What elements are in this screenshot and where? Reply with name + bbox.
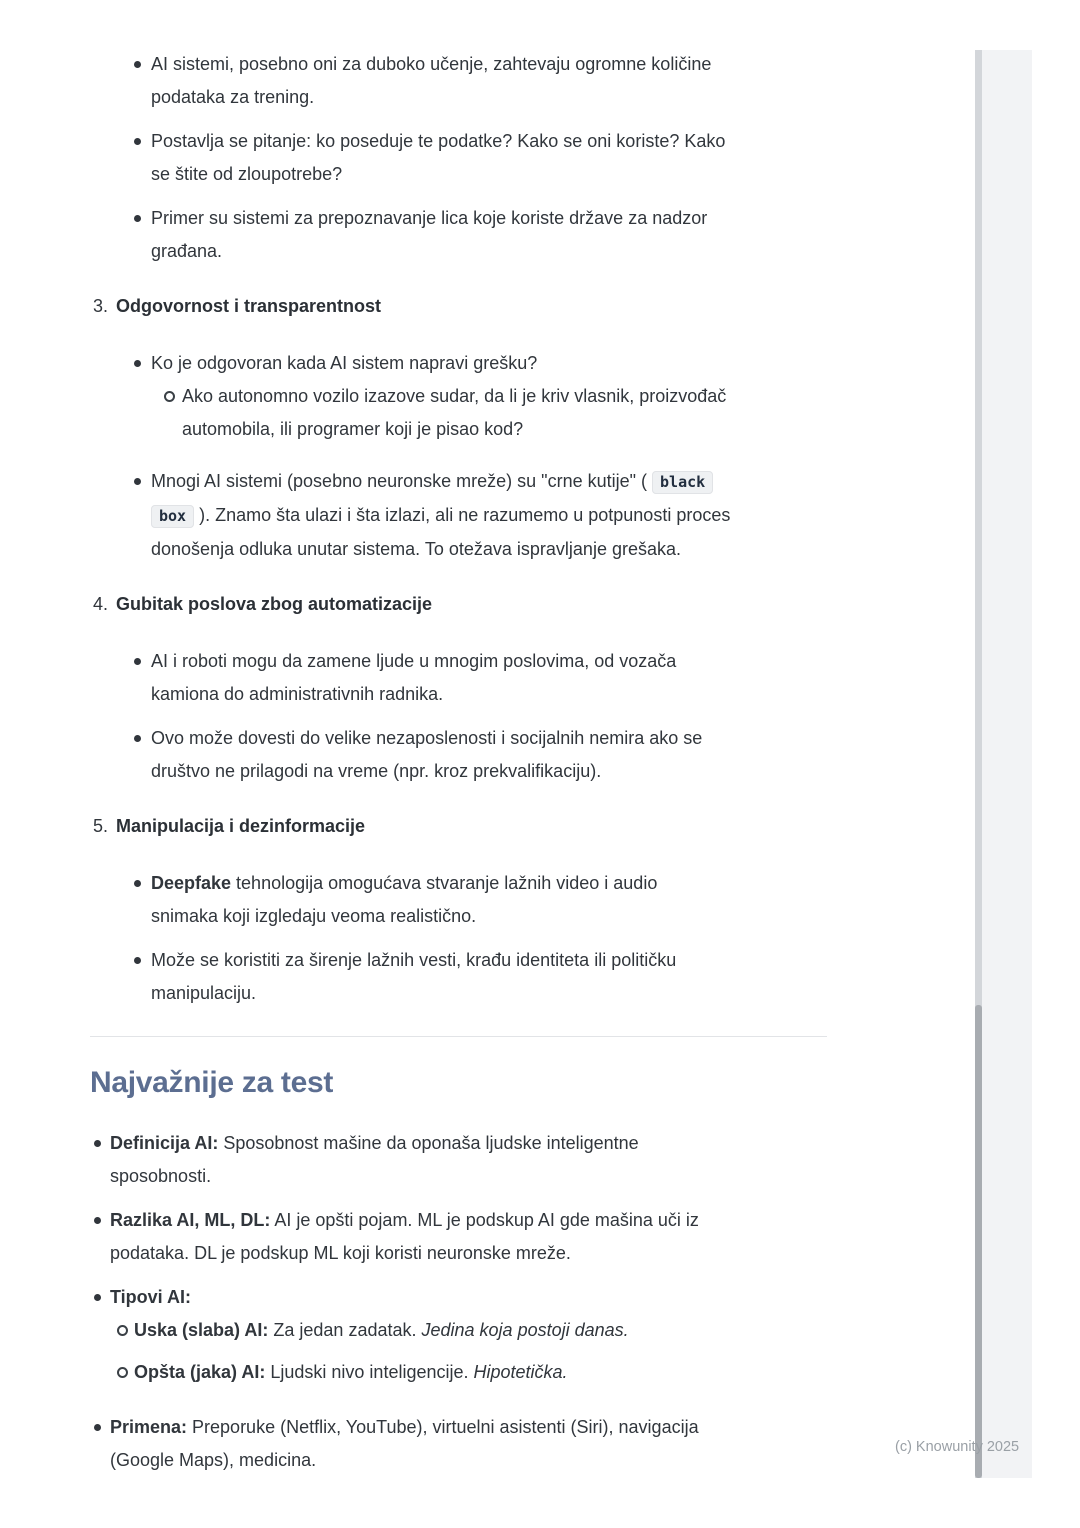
bullet-dot-icon	[134, 360, 141, 367]
text-line: Ko je odgovoran kada AI sistem napravi grešku?	[151, 353, 538, 373]
summary-heading: Najvažnije za test	[90, 1066, 334, 1099]
bullet-dot-icon	[134, 880, 141, 887]
bold-run: Deepfake	[151, 873, 232, 893]
sub-list-item	[90, 1314, 835, 1347]
text-line: AI sistemi, posebno oni za duboko učenje, zahtevaju ogromne količine	[151, 54, 712, 74]
document-page	[90, 48, 835, 1477]
section-title: Manipulacija i dezinformacije	[116, 816, 366, 836]
italic-run: Hipotetička.	[473, 1362, 568, 1382]
bullet-circle-icon	[117, 1367, 128, 1378]
text-line	[134, 1314, 835, 1347]
text-line: automobila, ili programer koji je pisao kod?	[182, 419, 524, 439]
text-line: Postavlja se pitanje: ko poseduje te podatke? Kako se oni koriste? Kako	[151, 131, 726, 151]
bullet-circle-icon	[117, 1325, 128, 1336]
bullet-circle-icon	[164, 391, 175, 402]
text-line: donošenja odluka unutar sistema. To otežava ispravljanje grešaka.	[151, 539, 681, 559]
text-line: Ako autonomno vozilo izazove sudar, da li je kriv vlasnik, proizvođač	[182, 386, 727, 406]
copyright-watermark: (c) Knowunity 2025	[895, 1439, 1020, 1455]
section-title: Odgovornost i transparentnost	[116, 296, 382, 316]
bullet-dot-icon	[134, 61, 141, 68]
bullet-dot-icon	[134, 658, 141, 665]
text-run: ). Znamo šta ulazi i šta izlazi, ali ne razumemo u potpunosti proces	[199, 505, 731, 525]
text-line: kamiona do administrativnih radnika.	[151, 684, 444, 704]
text-line: podataka za trening.	[151, 87, 315, 107]
text-line	[151, 499, 835, 533]
text-line	[110, 1204, 835, 1237]
bold-run: Definicija AI:	[110, 1133, 219, 1153]
text-line: Ovo može dovesti do velike nezaposlenosti i socijalnih nemira ako se	[151, 728, 703, 748]
bullet-dot-icon	[94, 1217, 101, 1224]
inline-code-chip: black	[652, 471, 713, 494]
list-item	[90, 202, 835, 268]
text-run: Preporuke (Netflix, YouTube), virtuelni asistenti (Siri), navigacija	[187, 1417, 699, 1437]
text-line	[151, 867, 835, 900]
text-run: tehnologija omogućava stvaranje lažnih video i audio	[231, 873, 658, 893]
text-run: Ljudski nivo inteligencije.	[265, 1362, 474, 1382]
bullet-dot-icon	[134, 138, 141, 145]
list-number: 5.	[93, 816, 109, 836]
text-run: Za jedan zadatak.	[268, 1320, 422, 1340]
text-line: (Google Maps), medicina.	[110, 1450, 317, 1470]
text-run: Mnogi AI sistemi (posebno neuronske mreže) su "crne kutije" (	[151, 471, 647, 491]
text-line: Primer su sistemi za prepoznavanje lica koje koriste države za nadzor	[151, 208, 708, 228]
list-number: 3.	[93, 296, 109, 316]
bullet-dot-icon	[94, 1294, 101, 1301]
bold-run: Tipovi AI:	[110, 1287, 191, 1307]
bullet-dot-icon	[134, 215, 141, 222]
text-line: podataka. DL je podskup ML koji koristi neuronske mreže.	[110, 1243, 571, 1263]
text-line: manipulaciju.	[151, 983, 257, 1003]
list-number: 4.	[93, 594, 109, 614]
text-line: AI i roboti mogu da zamene ljude u mnogim poslovima, od vozača	[151, 651, 677, 671]
text-line	[110, 1127, 835, 1160]
text-line	[110, 1411, 835, 1444]
bold-run: Opšta (jaka) AI:	[134, 1362, 266, 1382]
viewer-gutter	[982, 50, 1032, 1478]
text-line: snimaka koji izgledaju veoma realistično.	[151, 906, 477, 926]
sub-list-item	[90, 1356, 835, 1389]
section-divider	[90, 1036, 827, 1037]
list-item	[90, 867, 835, 933]
text-run: AI je opšti pojam. ML je podskup AI gde mašina uči iz	[270, 1210, 699, 1230]
text-line: se štite od zloupotrebe?	[151, 164, 343, 184]
italic-run: Jedina koja postoji danas.	[421, 1320, 629, 1340]
bullet-dot-icon	[134, 735, 141, 742]
numbered-heading-4	[90, 588, 835, 621]
list-item	[90, 944, 835, 1010]
inline-code-chip: box	[151, 505, 194, 528]
numbered-heading-3	[90, 290, 835, 323]
list-item	[90, 1204, 835, 1270]
text-line	[134, 1356, 835, 1389]
bullet-dot-icon	[134, 957, 141, 964]
bold-run: Primena:	[110, 1417, 188, 1437]
list-item	[90, 645, 835, 711]
bullet-dot-icon	[94, 1140, 101, 1147]
text-line: građana.	[151, 241, 223, 261]
sub-list-item	[90, 380, 835, 446]
section-title: Gubitak poslova zbog automatizacije	[116, 594, 433, 614]
bold-run: Uska (slaba) AI:	[134, 1320, 269, 1340]
text-run: Sposobnost mašine da oponaša ljudske inteligentne	[218, 1133, 639, 1153]
bold-run: Razlika AI, ML, DL:	[110, 1210, 271, 1230]
list-item	[90, 347, 835, 380]
text-line: društvo ne prilagodi na vreme (npr. kroz prekvalifikaciju).	[151, 761, 602, 781]
list-item	[90, 1127, 835, 1193]
text-line	[110, 1281, 835, 1314]
list-item	[90, 1411, 835, 1477]
numbered-heading-5	[90, 810, 835, 843]
bullet-dot-icon	[94, 1424, 101, 1431]
list-item	[90, 1281, 835, 1314]
text-line	[151, 465, 835, 499]
text-line: Može se koristiti za širenje lažnih vesti, krađu identiteta ili političku	[151, 950, 677, 970]
list-item	[90, 465, 835, 566]
list-item	[90, 125, 835, 191]
scrollbar-thumb[interactable]	[975, 1005, 982, 1478]
list-item	[90, 48, 835, 114]
list-item	[90, 722, 835, 788]
text-line: sposobnosti.	[110, 1166, 212, 1186]
bullet-dot-icon	[134, 478, 141, 485]
